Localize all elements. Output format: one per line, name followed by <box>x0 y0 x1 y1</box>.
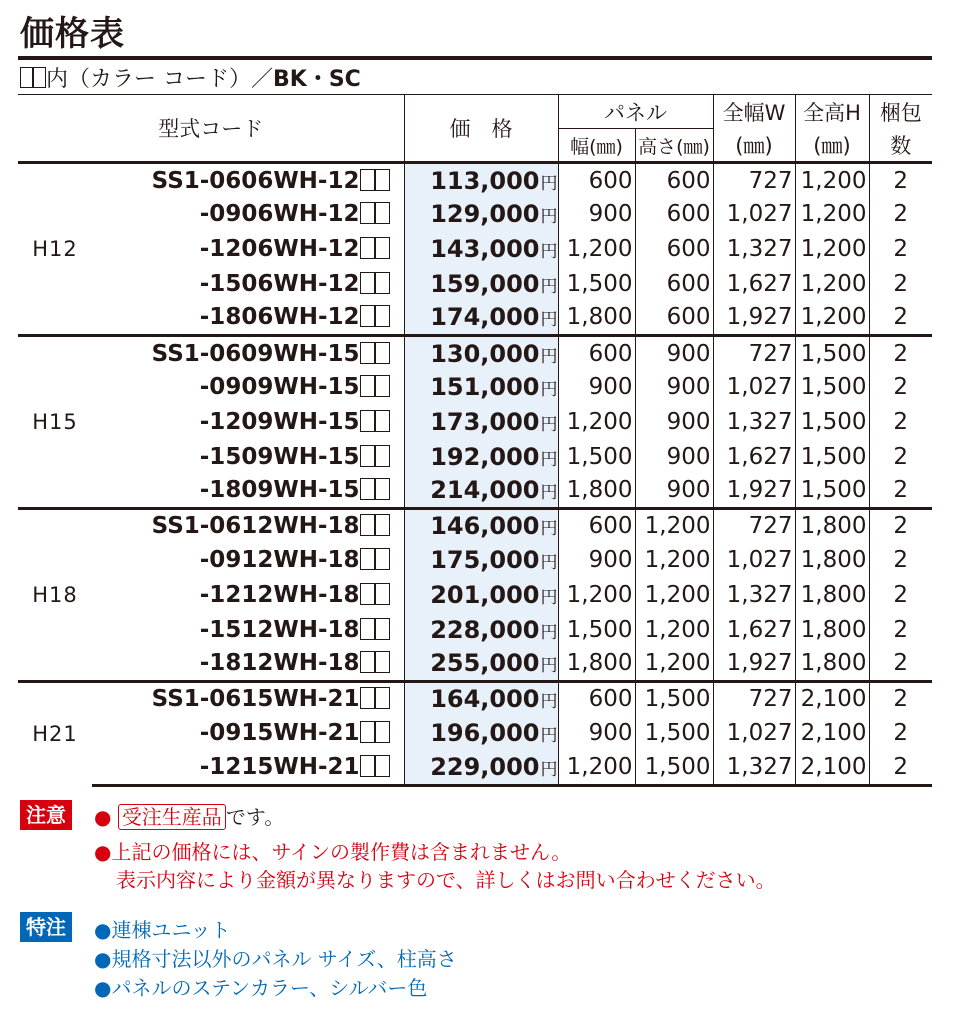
price-cell <box>404 370 558 405</box>
panel-width-cell: 900 <box>558 716 635 751</box>
made-to-order-badge: 受注生産品 <box>118 804 226 830</box>
model-code: -1512WH-18 <box>199 616 360 643</box>
total-width-cell: 727 <box>713 163 795 198</box>
table-row <box>18 508 932 543</box>
panel-height-cell: 600 <box>635 163 713 198</box>
price-cell <box>404 266 558 301</box>
pack-count-cell: 2 <box>869 751 932 786</box>
total-width-cell: 727 <box>713 508 795 543</box>
total-height-cell: 1,800 <box>795 543 869 578</box>
panel-width-cell: 1,800 <box>558 301 635 336</box>
yen-unit: 円 <box>540 241 558 262</box>
color-code-prefix: 内（カラー コード）／ <box>46 67 273 92</box>
table-row <box>18 681 932 716</box>
note-made-to-order <box>94 801 284 830</box>
color-code-box <box>375 375 390 397</box>
total-height-cell: 1,500 <box>795 439 869 474</box>
color-code-box <box>360 755 375 777</box>
header-panel-width: 幅(㎜) <box>558 129 635 163</box>
table-row <box>18 612 932 647</box>
special-item: ●連棟ユニット <box>94 918 231 942</box>
special-item: ●規格寸法以外のパネル サイズ、柱高さ <box>94 947 457 971</box>
pack-count-cell: 2 <box>869 508 932 543</box>
model-code: SS1-0606WH-12 <box>151 167 360 194</box>
pack-count-cell: 2 <box>869 163 932 198</box>
color-code-box <box>360 237 375 259</box>
color-code-note <box>20 62 361 93</box>
model-code-cell <box>92 681 404 716</box>
color-code-box <box>375 755 390 777</box>
price-cell <box>404 439 558 474</box>
table-row <box>18 266 932 301</box>
model-code: -0915WH-21 <box>199 720 360 747</box>
model-code-cell <box>92 405 404 440</box>
price-cell <box>404 612 558 647</box>
price-cell <box>404 335 558 370</box>
price-cell <box>404 681 558 716</box>
model-code-cell <box>92 439 404 474</box>
yen-unit: 円 <box>540 380 558 401</box>
color-code-box <box>360 651 375 673</box>
price-value: 146,000 <box>430 512 540 541</box>
height-group-label: H15 <box>18 335 92 508</box>
height-group-label: H21 <box>18 681 92 785</box>
total-width-cell: 1,027 <box>713 197 795 232</box>
total-width-cell: 1,327 <box>713 405 795 440</box>
yen-unit: 円 <box>540 310 558 331</box>
panel-width-cell: 1,500 <box>558 612 635 647</box>
color-code-box <box>375 305 390 327</box>
model-code: -1506WH-12 <box>199 270 360 297</box>
panel-width-cell: 600 <box>558 681 635 716</box>
total-width-cell: 1,627 <box>713 266 795 301</box>
table-row <box>18 301 932 336</box>
color-code-box <box>375 514 390 536</box>
panel-height-cell: 900 <box>635 405 713 440</box>
color-code-box <box>360 375 375 397</box>
price-value: 173,000 <box>430 407 540 436</box>
panel-height-cell: 1,200 <box>635 647 713 682</box>
model-code: SS1-0612WH-18 <box>151 513 360 540</box>
color-code-box <box>375 687 390 709</box>
price-value: 164,000 <box>430 685 540 714</box>
table-row <box>18 405 932 440</box>
price-cell <box>404 751 558 786</box>
color-code-box <box>20 67 33 88</box>
total-width-cell: 1,627 <box>713 612 795 647</box>
panel-width-cell: 600 <box>558 508 635 543</box>
pack-count-cell: 2 <box>869 335 932 370</box>
total-height-cell: 1,800 <box>795 508 869 543</box>
color-code-box <box>375 583 390 605</box>
header-total-height-unit: (㎜) <box>795 129 869 163</box>
panel-width-cell: 600 <box>558 163 635 198</box>
total-height-cell: 1,500 <box>795 370 869 405</box>
table-row <box>18 647 932 682</box>
header-price: 価 格 <box>404 95 558 163</box>
total-height-cell: 1,200 <box>795 197 869 232</box>
special-order-tag: 特注 <box>20 912 72 942</box>
table-row <box>18 197 932 232</box>
height-group-label: H12 <box>18 163 92 336</box>
title-divider <box>18 56 932 60</box>
total-height-cell: 1,500 <box>795 405 869 440</box>
pack-count-cell: 2 <box>869 232 932 267</box>
color-code-box <box>375 445 390 467</box>
model-code-cell <box>92 163 404 198</box>
panel-width-cell: 1,200 <box>558 232 635 267</box>
yen-unit: 円 <box>540 553 558 574</box>
color-code-box <box>375 272 390 294</box>
model-code-cell <box>92 543 404 578</box>
yen-unit: 円 <box>540 449 558 470</box>
pack-count-cell: 2 <box>869 543 932 578</box>
price-value: 201,000 <box>430 580 540 609</box>
model-code-cell <box>92 301 404 336</box>
color-code-box <box>360 202 375 224</box>
panel-width-cell: 900 <box>558 197 635 232</box>
panel-height-cell: 900 <box>635 439 713 474</box>
table-row <box>18 439 932 474</box>
color-code-box <box>360 478 375 500</box>
price-cell <box>404 232 558 267</box>
color-code-box <box>360 169 375 191</box>
color-code-box <box>360 618 375 640</box>
page-title: 価格表 <box>20 14 125 54</box>
price-value: 228,000 <box>430 615 540 644</box>
yen-unit: 円 <box>540 760 558 781</box>
yen-unit: 円 <box>540 414 558 435</box>
model-code: -1509WH-15 <box>199 443 360 470</box>
pack-count-cell: 2 <box>869 439 932 474</box>
panel-width-cell: 1,200 <box>558 751 635 786</box>
pack-count-cell: 2 <box>869 612 932 647</box>
price-cell <box>404 163 558 198</box>
note-desu: です。 <box>225 805 285 829</box>
model-code-cell <box>92 647 404 682</box>
total-width-cell: 1,327 <box>713 578 795 613</box>
price-cell <box>404 578 558 613</box>
header-panel: パネル <box>558 95 713 129</box>
color-code-box <box>375 478 390 500</box>
color-code-box <box>360 272 375 294</box>
price-value: 175,000 <box>430 546 540 575</box>
color-code-box <box>360 410 375 432</box>
color-code-box <box>360 305 375 327</box>
model-code-cell <box>92 335 404 370</box>
price-value: 214,000 <box>430 476 540 505</box>
model-code-cell <box>92 266 404 301</box>
panel-width-cell: 900 <box>558 370 635 405</box>
price-value: 192,000 <box>430 442 540 471</box>
yen-unit: 円 <box>540 346 558 367</box>
total-width-cell: 1,027 <box>713 716 795 751</box>
model-code: -0912WH-18 <box>199 547 360 574</box>
model-code-cell <box>92 612 404 647</box>
price-cell <box>404 543 558 578</box>
panel-height-cell: 600 <box>635 197 713 232</box>
model-code: -1809WH-15 <box>199 477 360 504</box>
total-width-cell: 727 <box>713 335 795 370</box>
pack-count-cell: 2 <box>869 405 932 440</box>
caution-tag: 注意 <box>20 800 72 830</box>
total-height-cell: 1,200 <box>795 301 869 336</box>
yen-unit: 円 <box>540 622 558 643</box>
model-code-cell <box>92 370 404 405</box>
panel-height-cell: 600 <box>635 266 713 301</box>
color-code-box <box>375 169 390 191</box>
total-width-cell: 1,627 <box>713 439 795 474</box>
pack-count-cell: 2 <box>869 197 932 232</box>
special-item: ●パネルのステンカラー、シルバー色 <box>94 976 428 1000</box>
color-code-box <box>360 583 375 605</box>
panel-width-cell: 1,800 <box>558 647 635 682</box>
total-width-cell: 1,327 <box>713 232 795 267</box>
color-code-box <box>360 548 375 570</box>
color-code-box <box>375 342 390 364</box>
price-cell <box>404 197 558 232</box>
price-cell <box>404 405 558 440</box>
total-width-cell: 1,027 <box>713 543 795 578</box>
price-value: 174,000 <box>430 303 540 332</box>
color-code-box <box>375 618 390 640</box>
model-code: -0909WH-15 <box>199 374 360 401</box>
panel-height-cell: 900 <box>635 335 713 370</box>
price-cell <box>404 508 558 543</box>
panel-height-cell: 1,500 <box>635 751 713 786</box>
total-height-cell: 1,200 <box>795 163 869 198</box>
table-row <box>18 335 932 370</box>
yen-unit: 円 <box>540 483 558 504</box>
header-panel-height: 高さ(㎜) <box>635 129 713 163</box>
price-cell <box>404 474 558 509</box>
yen-unit: 円 <box>540 519 558 540</box>
model-code: -1215WH-21 <box>199 754 360 781</box>
model-code-cell <box>92 716 404 751</box>
table-row <box>18 578 932 613</box>
total-height-cell: 1,200 <box>795 266 869 301</box>
yen-unit: 円 <box>540 692 558 713</box>
header-total-height: 全高H <box>795 95 869 129</box>
total-height-cell: 1,800 <box>795 612 869 647</box>
total-height-cell: 1,800 <box>795 578 869 613</box>
total-height-cell: 1,500 <box>795 474 869 509</box>
panel-height-cell: 1,200 <box>635 578 713 613</box>
panel-height-cell: 1,200 <box>635 612 713 647</box>
panel-height-cell: 900 <box>635 370 713 405</box>
yen-unit: 円 <box>540 276 558 297</box>
price-value: 143,000 <box>430 234 540 263</box>
price-cell <box>404 647 558 682</box>
panel-height-cell: 1,200 <box>635 543 713 578</box>
color-code-values: BK・SC <box>273 67 361 92</box>
price-value: 151,000 <box>430 373 540 402</box>
table-row <box>18 716 932 751</box>
pack-count-cell: 2 <box>869 647 932 682</box>
table-row <box>18 543 932 578</box>
model-code-cell <box>92 578 404 613</box>
total-height-cell: 1,800 <box>795 647 869 682</box>
panel-height-cell: 900 <box>635 474 713 509</box>
price-cell <box>404 716 558 751</box>
color-code-box <box>360 721 375 743</box>
model-code-cell <box>92 508 404 543</box>
model-code: -1209WH-15 <box>199 408 360 435</box>
panel-height-cell: 600 <box>635 232 713 267</box>
pack-count-cell: 2 <box>869 474 932 509</box>
yen-unit: 円 <box>540 173 558 194</box>
total-height-cell: 2,100 <box>795 716 869 751</box>
yen-unit: 円 <box>540 587 558 608</box>
panel-width-cell: 900 <box>558 543 635 578</box>
total-width-cell: 1,927 <box>713 647 795 682</box>
note-contact: 表示内容により金額が異なりますので、詳しくはお問い合わせください。 <box>116 868 776 892</box>
color-code-box <box>360 514 375 536</box>
model-code-cell <box>92 474 404 509</box>
model-code: -1812WH-18 <box>199 650 360 677</box>
color-code-box <box>375 202 390 224</box>
model-code: -1206WH-12 <box>199 235 360 262</box>
total-height-cell: 1,200 <box>795 232 869 267</box>
header-total-width-unit: (㎜) <box>713 129 795 163</box>
panel-width-cell: 1,200 <box>558 578 635 613</box>
panel-height-cell: 1,500 <box>635 716 713 751</box>
height-group-label: H18 <box>18 508 92 681</box>
panel-height-cell: 600 <box>635 301 713 336</box>
pack-count-cell: 2 <box>869 301 932 336</box>
model-code: SS1-0609WH-15 <box>151 340 360 367</box>
color-code-box <box>375 721 390 743</box>
model-code: -1806WH-12 <box>199 304 360 331</box>
color-code-box <box>360 445 375 467</box>
total-width-cell: 727 <box>713 681 795 716</box>
yen-unit: 円 <box>540 656 558 677</box>
total-height-cell: 2,100 <box>795 751 869 786</box>
header-pack-2: 数 <box>869 129 932 163</box>
panel-width-cell: 600 <box>558 335 635 370</box>
price-value: 159,000 <box>430 269 540 298</box>
table-row <box>18 232 932 267</box>
yen-unit: 円 <box>540 207 558 228</box>
total-height-cell: 2,100 <box>795 681 869 716</box>
pack-count-cell: 2 <box>869 578 932 613</box>
color-code-box <box>360 687 375 709</box>
total-width-cell: 1,027 <box>713 370 795 405</box>
pack-count-cell: 2 <box>869 716 932 751</box>
total-width-cell: 1,927 <box>713 301 795 336</box>
panel-width-cell: 1,800 <box>558 474 635 509</box>
price-value: 255,000 <box>430 649 540 678</box>
pack-count-cell: 2 <box>869 266 932 301</box>
total-width-cell: 1,327 <box>713 751 795 786</box>
note-sign-cost: ●上記の価格には、サインの製作費は含まれません。 <box>94 840 572 864</box>
table-row <box>18 751 932 786</box>
price-cell <box>404 301 558 336</box>
color-code-box <box>375 237 390 259</box>
color-code-box <box>375 410 390 432</box>
price-value: 130,000 <box>430 339 540 368</box>
panel-height-cell: 1,500 <box>635 681 713 716</box>
header-total-width: 全幅W <box>713 95 795 129</box>
color-code-box <box>360 342 375 364</box>
model-code: -0906WH-12 <box>199 201 360 228</box>
panel-width-cell: 1,200 <box>558 405 635 440</box>
color-code-box <box>375 548 390 570</box>
price-value: 229,000 <box>430 753 540 782</box>
panel-width-cell: 1,500 <box>558 266 635 301</box>
model-code: SS1-0615WH-21 <box>151 686 360 713</box>
panel-width-cell: 1,500 <box>558 439 635 474</box>
bullet-icon: ● <box>94 805 112 829</box>
panel-height-cell: 1,200 <box>635 508 713 543</box>
color-code-box <box>33 67 46 88</box>
header-code: 型式コード <box>158 117 264 141</box>
yen-unit: 円 <box>540 726 558 747</box>
price-value: 196,000 <box>430 719 540 748</box>
model-code: -1212WH-18 <box>199 581 360 608</box>
table-row <box>18 474 932 509</box>
price-table <box>18 94 932 787</box>
header-pack: 梱包 <box>869 95 932 129</box>
model-code-cell <box>92 232 404 267</box>
total-height-cell: 1,500 <box>795 335 869 370</box>
color-code-box <box>375 651 390 673</box>
total-width-cell: 1,927 <box>713 474 795 509</box>
pack-count-cell: 2 <box>869 681 932 716</box>
pack-count-cell: 2 <box>869 370 932 405</box>
table-row <box>18 163 932 198</box>
price-value: 129,000 <box>430 200 540 229</box>
model-code-cell <box>92 751 404 786</box>
model-code-cell <box>92 197 404 232</box>
table-row <box>18 370 932 405</box>
price-value: 113,000 <box>430 166 540 195</box>
